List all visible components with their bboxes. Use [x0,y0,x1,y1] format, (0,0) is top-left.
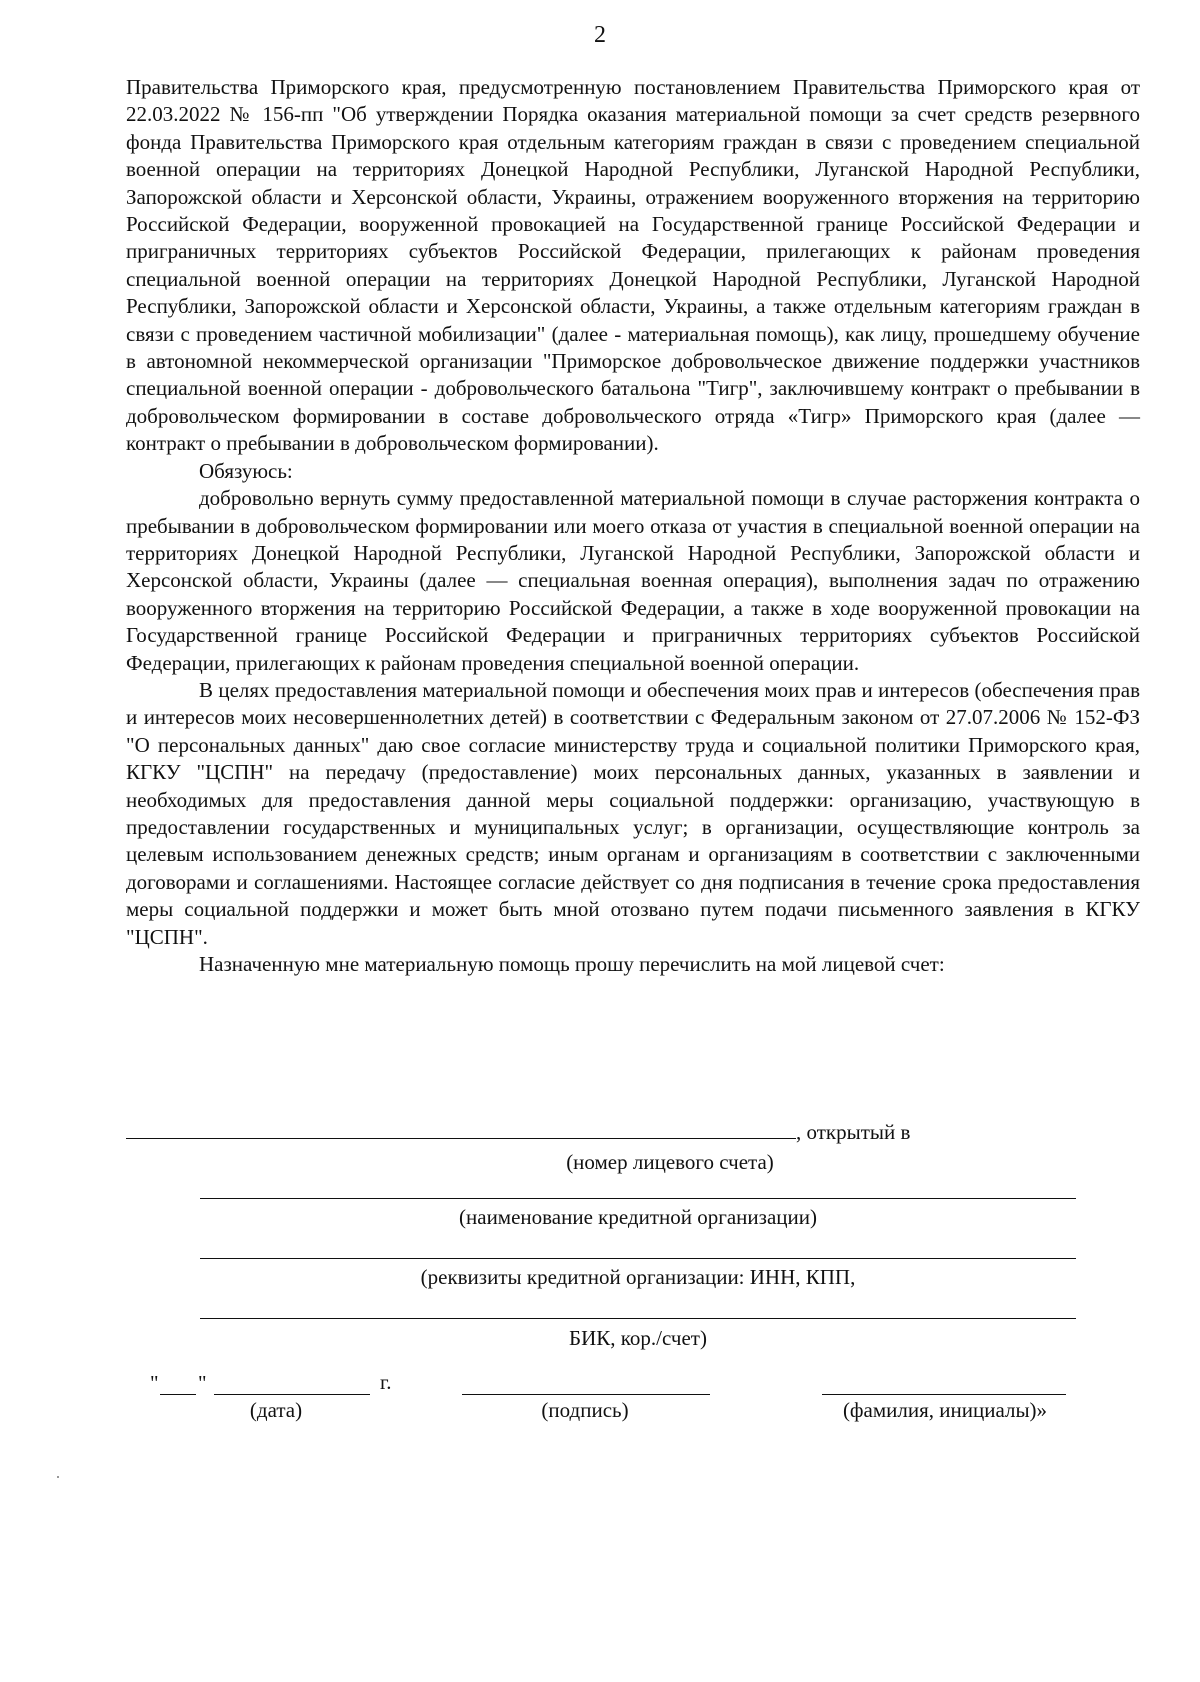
bank-name-caption: (наименование кредитной организации) [459,1205,817,1229]
date-year-suffix: г. [380,1370,392,1394]
document-body [126,74,1140,978]
signature-field[interactable] [462,1394,710,1395]
account-number-line [126,1117,1140,1146]
account-number-caption: (номер лицевого счета) [566,1150,774,1174]
account-opened-in-label: , открытый в [796,1120,911,1144]
date-quote-close: " [198,1371,207,1395]
page-number: 2 [594,22,606,48]
bank-bik-caption: БИК, кор./счет) [569,1326,707,1350]
full-name-caption: (фамилия, инициалы)» [842,1398,1048,1422]
paragraph-obligation: добровольно вернуть сумму предоставленной материальной помощи в случае расторжения контракта о пребывании в добровольческом формировании или моего отказа от участия в специальной военной операции на территориях Донецкой Народной Республики, Луганской Народной Республики, Запорожской области и Херсонской области, Украины (далее — специальная военная операция), выполнения задач по отражению вооруженного вторжения на территорию Российской Федерации, а также в ходе вооруженной провокации на Государственной границе Российской Федерации и приграничных территориях субъектов Российской Федерации, прилегающих к районам проведения специальной военной операции. [126,486,1140,675]
account-number-field[interactable] [126,1117,796,1139]
bank-details-field[interactable] [200,1258,1076,1259]
paragraph-obligation-heading: Обязуюсь: [199,458,293,483]
bank-bik-field[interactable] [200,1318,1076,1319]
date-quote-open: " [150,1371,159,1395]
scan-speck [57,1476,59,1478]
paragraph-transfer-request: Назначенную мне материальную помощь прошу перечислить на мой лицевой счет: [199,952,945,976]
bank-details-caption: (реквизиты кредитной организации: ИНН, КПП, [420,1265,856,1289]
bank-name-field[interactable] [200,1198,1076,1199]
date-caption: (дата) [249,1398,303,1422]
signature-caption: (подпись) [541,1398,629,1422]
full-name-field[interactable] [822,1394,1066,1395]
date-day-field[interactable] [160,1394,196,1395]
date-month-field[interactable] [214,1394,370,1395]
paragraph-authority: Правительства Приморского края, предусмотренную постановлением Правительства Приморского края от 22.03.2022 № 156-пп "Об утверждении Порядка оказания материальной помощи за счет средств резервного фонда Правительства Приморского края отдельным категориям граждан в связи с проведением специальной военной операции на территориях Донецкой Народной Республики, Луганской Народной Республики, Запорожской области и Херсонской области, Украины, отражением вооруженного вторжения на территорию Российской Федерации, вооруженной провокацией на Государственной границе Российской Федерации и приграничных территориях субъектов Российской Федерации, прилегающих к районам проведения специальной военной операции на территориях Донецкой Народной Республики, Луганской Народной Республики, Запорожской области и Херсонской области, Украины, а также отдельным категориям граждан в связи с проведением частичной мобилизации" (далее - материальная помощь), как лицу, прошедшему обучение в автономной некоммерческой организации "Приморское добровольческое движение поддержки участников специальной военной операции - добровольческого батальона "Тигр", заключившему контракт о пребывании в добровольческом формировании в составе добровольческого отряда «Тигр» Приморского края (далее — контракт о пребывании в добровольческом формировании). [126,75,1140,456]
paragraph-consent: В целях предоставления материальной помощи и обеспечения моих прав и интересов (обеспечения прав и интересов моих несовершеннолетних детей) в соответствии с Федеральным законом от 27.07.2006 № 152-ФЗ "О персональных данных" даю свое согласие министерству труда и социальной политики Приморского края, КГКУ "ЦСПН" на передачу (предоставление) моих персональных данных, указанных в заявлении и необходимых для предоставления данной меры социальной поддержки: организацию, участвующую в предоставлении государственных и муниципальных услуг; в организации, осуществляющие контроль за целевым использованием денежных средств; иным органам и организациям в соответствии с заключенными договорами и соглашениями. Настоящее согласие действует со дня подписания в течение срока предоставления меры социальной поддержки и может быть мной отозвано путем подачи письменного заявления в КГКУ "ЦСПН". [126,677,1140,949]
